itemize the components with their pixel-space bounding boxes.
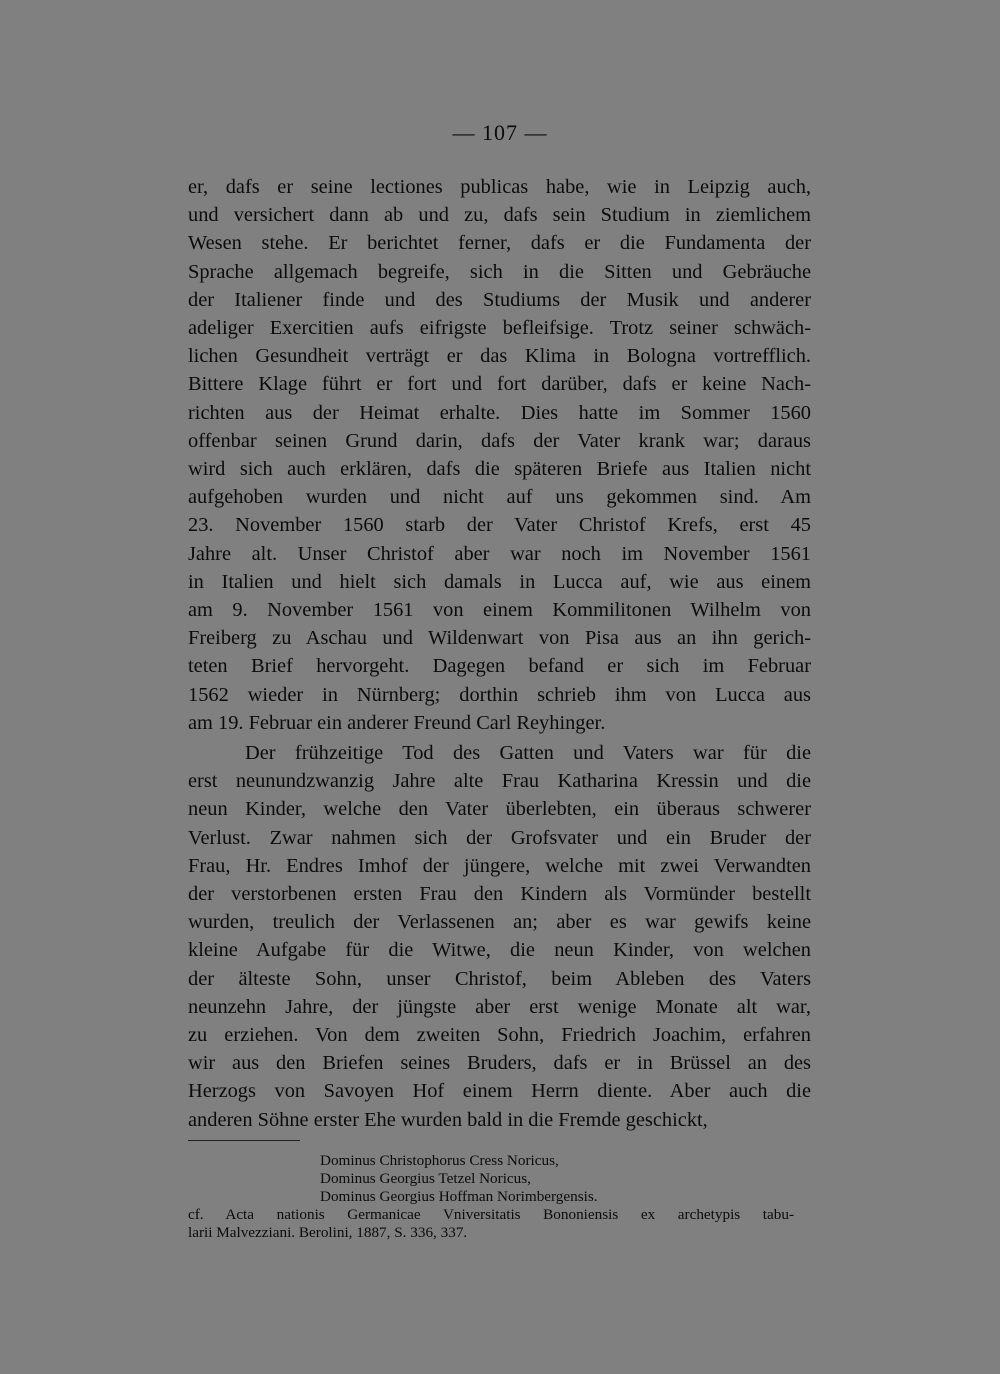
text-line: Herzogs von Savoyen Hof einem Herrn diente. Aber auch die — [188, 1080, 811, 1103]
text-line: Jahre alt. Unser Christof aber war noch im November 1561 — [188, 542, 811, 565]
text-line: aufgehoben wurden und nicht auf uns gekommen sind. Am — [188, 486, 811, 509]
text-line: Sprache allgemach begreife, sich in die Sitten und Gebräuche — [188, 260, 811, 283]
text-line: am 9. November 1561 von einem Kommilitonen Wilhelm von — [188, 599, 811, 622]
footnote-name-line: Dominus Georgius Tetzel Noricus, — [320, 1170, 531, 1187]
text-line: neunzehn Jahre, der jüngste aber erst wenige Monate alt war, — [188, 995, 811, 1018]
text-line: teten Brief hervorgeht. Dagegen befand er sich im Februar — [188, 655, 811, 678]
text-line: richten aus der Heimat erhalte. Dies hatte im Sommer 1560 — [188, 401, 811, 424]
text-line: adeliger Exercitien aufs eifrigste befleifsige. Trotz seiner schwäch- — [188, 317, 811, 340]
text-line: neun Kinder, welche den Vater überlebten, ein überaus schwerer — [188, 798, 811, 821]
page-number: — 107 — — [452, 120, 548, 145]
text-line: anderen Söhne erster Ehe wurden bald in die Fremde geschickt, — [188, 1108, 708, 1131]
text-line: offenbar seinen Grund darin, dafs der Vater krank war; daraus — [188, 429, 811, 452]
text-line: Frau, Hr. Endres Imhof der jüngere, welche mit zwei Verwandten — [188, 854, 811, 877]
footnote-citation-line: larii Malvezziani. Berolini, 1887, S. 336, 337. — [188, 1224, 468, 1241]
text-line: Der frühzeitige Tod des Gatten und Vaters war für die — [245, 742, 811, 764]
footnote-citation-line: cf. Acta nationis Germanicae Vniversitatis Bononiensis ex archetypis tabu- — [188, 1206, 794, 1223]
text-line: zu erziehen. Von dem zweiten Sohn, Friedrich Joachim, erfahren — [188, 1024, 811, 1047]
footnote-rule — [188, 1140, 300, 1141]
text-line: erst neunundzwanzig Jahre alte Frau Katharina Kressin und die — [188, 770, 811, 793]
paragraph-2 — [188, 739, 811, 1134]
text-line: der Italiener finde und des Studiums der Musik und anderer — [188, 288, 811, 311]
text-line: wurden, treulich der Verlassenen an; aber es war gewifs keine — [188, 911, 811, 934]
text-line: wird sich auch erklären, dafs die späteren Briefe aus Italien nicht — [188, 458, 811, 481]
text-line: 23. November 1560 starb der Vater Christof Krefs, erst 45 — [188, 514, 811, 537]
text-line: Wesen stehe. Er berichtet ferner, dafs er die Fundamenta der — [188, 232, 811, 255]
text-line: in Italien und hielt sich damals in Lucca auf, wie aus einem — [188, 570, 811, 593]
text-line: er, dafs er seine lectiones publicas habe, wie in Leipzig auch, — [188, 176, 811, 198]
text-line: 1562 wieder in Nürnberg; dorthin schrieb ihm von Lucca aus — [188, 683, 811, 706]
footnote-citation — [188, 1206, 794, 1242]
footnote-name-line: Dominus Georgius Hoffman Norimbergensis. — [320, 1188, 598, 1205]
text-line: Bittere Klage führt er fort und fort darüber, dafs er keine Nach- — [188, 373, 811, 396]
text-line: Verlust. Zwar nahmen sich der Grofsvater und ein Bruder der — [188, 826, 811, 849]
text-line: Freiberg zu Aschau und Wildenwart von Pisa aus an ihn gerich- — [188, 627, 811, 650]
text-line: der älteste Sohn, unser Christof, beim Ableben des Vaters — [188, 967, 811, 990]
text-line: wir aus den Briefen seines Bruders, dafs er in Brüssel an des — [188, 1052, 811, 1075]
footnote-names — [320, 1152, 598, 1206]
paragraph-1 — [188, 173, 811, 737]
text-line: kleine Aufgabe für die Witwe, die neun Kinder, von welchen — [188, 939, 811, 962]
text-line: am 19. Februar ein anderer Freund Carl Reyhinger. — [188, 711, 606, 734]
footnote-name-line: Dominus Christophorus Cress Noricus, — [320, 1152, 559, 1169]
text-line: der verstorbenen ersten Frau den Kindern als Vormünder bestellt — [188, 883, 811, 906]
text-line: und versichert dann ab und zu, dafs sein Studium in ziemlichem — [188, 204, 811, 227]
text-line: lichen Gesundheit verträgt er das Klima in Bologna vortrefflich. — [188, 345, 811, 368]
